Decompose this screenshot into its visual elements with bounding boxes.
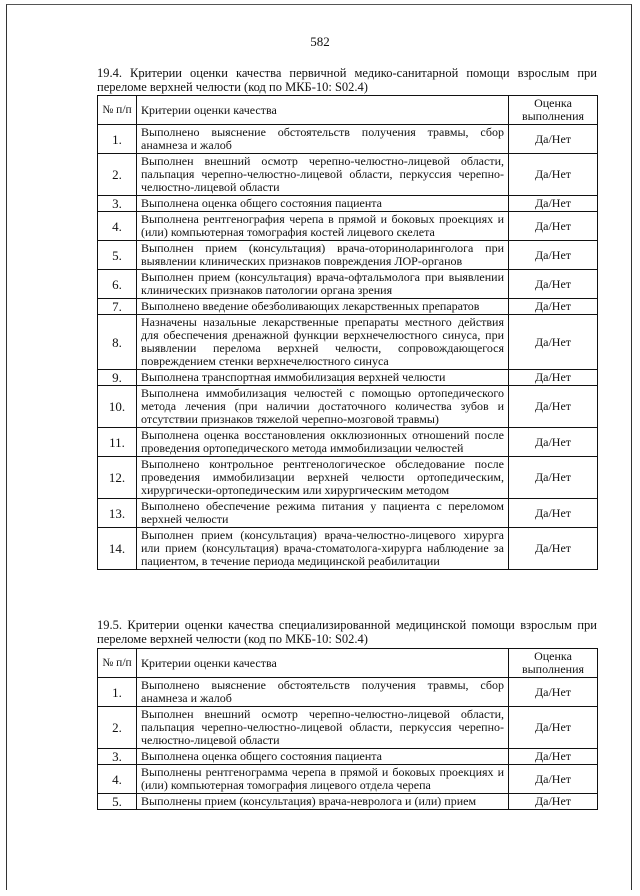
- evaluation-value: Да/Нет: [509, 370, 598, 386]
- evaluation-value: Да/Нет: [509, 299, 598, 315]
- criterion-text: Выполнена рентгенография черепа в прямой и боковых проекциях и (или) компьютерная томография костей лицевого скелета: [137, 212, 509, 241]
- header-criteria: Критерии оценки качества: [137, 649, 509, 678]
- evaluation-value: Да/Нет: [509, 212, 598, 241]
- table-row: [98, 241, 598, 270]
- section-title-19-5: 19.5. Критерии оценки качества специализированной медицинской помощи взрослым при переломе верхней челюсти (код по МКБ-10: S02.4): [97, 618, 597, 646]
- table-row: [98, 196, 598, 212]
- criterion-text: Выполнено обеспечение режима питания у пациента с переломом верхней челюсти: [137, 499, 509, 528]
- header-evaluation: Оценка выполнения: [509, 96, 598, 125]
- row-number: 6.: [98, 270, 137, 299]
- evaluation-value: Да/Нет: [509, 499, 598, 528]
- criterion-text: Выполнен прием (консультация) врача-оториноларинголога при выявлении клинических признаков повреждения ЛОР-органов: [137, 241, 509, 270]
- table-row: [98, 528, 598, 570]
- row-number: 10.: [98, 386, 137, 428]
- row-number: 7.: [98, 299, 137, 315]
- evaluation-value: Да/Нет: [509, 196, 598, 212]
- row-number: 11.: [98, 428, 137, 457]
- table-row: [98, 428, 598, 457]
- criterion-text: Выполнены прием (консультация) врача-невролога и (или) прием: [137, 794, 509, 810]
- row-number: 8.: [98, 315, 137, 370]
- table-header-row: [98, 96, 598, 125]
- evaluation-value: Да/Нет: [509, 678, 598, 707]
- header-criteria: Критерии оценки качества: [137, 96, 509, 125]
- evaluation-value: Да/Нет: [509, 154, 598, 196]
- table-row: [98, 499, 598, 528]
- row-number: 2.: [98, 154, 137, 196]
- criterion-text: Выполнена оценка общего состояния пациента: [137, 749, 509, 765]
- section-title-19-4: 19.4. Критерии оценки качества первичной медико-санитарной помощи взрослым при переломе верхней челюсти (код по МКБ-10: S02.4): [97, 66, 597, 94]
- criterion-text: Выполнена оценка общего состояния пациента: [137, 196, 509, 212]
- evaluation-value: Да/Нет: [509, 457, 598, 499]
- table-row: [98, 299, 598, 315]
- evaluation-value: Да/Нет: [509, 125, 598, 154]
- evaluation-value: Да/Нет: [509, 707, 598, 749]
- row-number: 1.: [98, 125, 137, 154]
- header-evaluation: Оценка выполнения: [509, 649, 598, 678]
- row-number: 4.: [98, 212, 137, 241]
- table-row: [98, 765, 598, 794]
- row-number: 3.: [98, 749, 137, 765]
- table-row: [98, 457, 598, 499]
- criterion-text: Выполнен прием (консультация) врача-челюстно-лицевого хирурга или прием (консультация) врача-стоматолога-хирурга наблюдение за пациентом, в течение периода медицинской реабилитации: [137, 528, 509, 570]
- row-number: 3.: [98, 196, 137, 212]
- evaluation-value: Да/Нет: [509, 315, 598, 370]
- criterion-text: Выполнено выяснение обстоятельств получения травмы, сбор анамнеза и жалоб: [137, 125, 509, 154]
- row-number: 5.: [98, 241, 137, 270]
- row-number: 4.: [98, 765, 137, 794]
- evaluation-value: Да/Нет: [509, 270, 598, 299]
- criterion-text: Выполнено введение обезболивающих лекарственных препаратов: [137, 299, 509, 315]
- criterion-text: Назначены назальные лекарственные препараты местного действия для обеспечения дренажной функции верхнечелюстного синуса, при выявлении перелома верхней челюсти, сопровождающегося повреждением стенки верхнечелюстного синуса: [137, 315, 509, 370]
- evaluation-value: Да/Нет: [509, 386, 598, 428]
- row-number: 1.: [98, 678, 137, 707]
- table-row: [98, 749, 598, 765]
- criterion-text: Выполнена транспортная иммобилизация верхней челюсти: [137, 370, 509, 386]
- criterion-text: Выполнена иммобилизация челюстей с помощью ортопедического метода лечения (при наличии достаточного количества зубов и отсутствии признаков тяжелой черепно-мозговой травмы): [137, 386, 509, 428]
- row-number: 14.: [98, 528, 137, 570]
- criterion-text: Выполнен внешний осмотр черепно-челюстно-лицевой области, пальпация черепно-челюстно-лицевой области, перкуссия черепно-челюстно-лицевой области: [137, 154, 509, 196]
- evaluation-value: Да/Нет: [509, 765, 598, 794]
- criterion-text: Выполнено выяснение обстоятельств получения травмы, сбор анамнеза и жалоб: [137, 678, 509, 707]
- evaluation-value: Да/Нет: [509, 794, 598, 810]
- criteria-table-19-5: [97, 648, 598, 810]
- criterion-text: Выполнено контрольное рентгенологическое обследование после проведения иммобилизации верхней челюсти ортопедическим, хирургически-ортопедическим или хирургическим методом: [137, 457, 509, 499]
- table-row: [98, 370, 598, 386]
- criterion-text: Выполнена оценка восстановления окклюзионных отношений после проведения ортопедического метода иммобилизации челюстей: [137, 428, 509, 457]
- evaluation-value: Да/Нет: [509, 241, 598, 270]
- header-number: № п/п: [98, 96, 137, 125]
- criterion-text: Выполнены рентгенограмма черепа в прямой и боковых проекциях и (или) компьютерная томография лицевого отдела черепа: [137, 765, 509, 794]
- row-number: 9.: [98, 370, 137, 386]
- row-number: 5.: [98, 794, 137, 810]
- table-row: [98, 794, 598, 810]
- table-row: [98, 678, 598, 707]
- table-row: [98, 125, 598, 154]
- page-number: 582: [310, 34, 330, 49]
- table-row: [98, 386, 598, 428]
- table-row: [98, 315, 598, 370]
- row-number: 13.: [98, 499, 137, 528]
- table-header-row: [98, 649, 598, 678]
- evaluation-value: Да/Нет: [509, 528, 598, 570]
- table-row: [98, 212, 598, 241]
- criterion-text: Выполнен внешний осмотр черепно-челюстно-лицевой области, пальпация черепно-челюстно-лицевой области, перкуссия черепно-челюстно-лицевой области: [137, 707, 509, 749]
- evaluation-value: Да/Нет: [509, 749, 598, 765]
- evaluation-value: Да/Нет: [509, 428, 598, 457]
- header-number: № п/п: [98, 649, 137, 678]
- table-row: [98, 707, 598, 749]
- table-row: [98, 270, 598, 299]
- table-row: [98, 154, 598, 196]
- criterion-text: Выполнен прием (консультация) врача-офтальмолога при выявлении клинических признаков патологии органа зрения: [137, 270, 509, 299]
- row-number: 2.: [98, 707, 137, 749]
- criteria-table-19-4: [97, 95, 598, 570]
- row-number: 12.: [98, 457, 137, 499]
